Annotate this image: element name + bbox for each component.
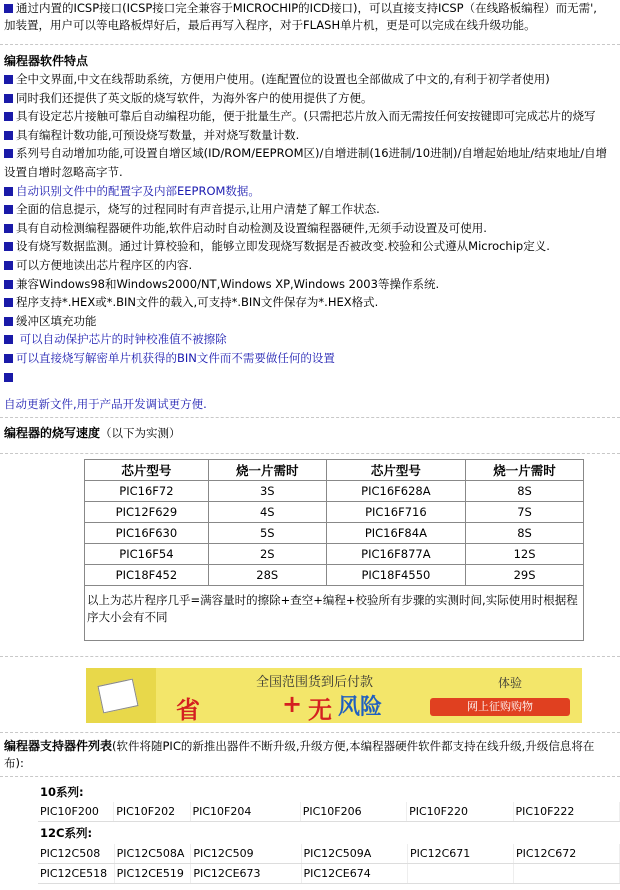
device-cell: PIC12CE519 — [114, 864, 191, 884]
device-cell: PIC12C508A — [114, 844, 191, 864]
time-cell: 5S — [208, 523, 326, 544]
table-row — [85, 523, 584, 544]
ad-banner[interactable] — [86, 668, 582, 723]
device-table-12c — [38, 844, 620, 884]
speed-note: 以上为芯片程序几乎=满容量时的擦除+查空+编程+校验所有步骤的实测时间,实际使用时根据程序大小会有不同 — [85, 586, 584, 641]
chip-model-cell: PIC16F877A — [326, 544, 465, 565]
intro-line-1: 通过内置的ICSP接口(ICSP接口完全兼容于MICROCHIP的ICD接口)，可以直接支持ICSP（在线路板编程）而无需', — [4, 0, 597, 16]
feature-item: 具有设定芯片接触可靠后自动编程功能，便于批量生产。(只需把芯片放入而无需按任何安按键即可完成芯片的烧写 — [4, 108, 595, 124]
chip-model-cell: PIC18F4550 — [326, 565, 465, 586]
table-row — [85, 502, 584, 523]
time-cell: 8S — [466, 523, 584, 544]
feature-item: 全中文界面,中文在线帮助系统，方便用户使用。(连配置位的设置也全部做成了中文的,有利于初学者使用) — [4, 71, 550, 87]
banner-brand: 体验 — [498, 676, 523, 690]
device-cell: PIC12C509 — [191, 844, 301, 864]
device-table-10 — [38, 802, 620, 822]
time-cell: 4S — [208, 502, 326, 523]
table-row — [85, 544, 584, 565]
header-chip-model: 芯片型号 — [326, 460, 465, 481]
devices-heading-cont: 布): — [4, 756, 24, 770]
bullet-icon — [4, 335, 13, 344]
chip-model-cell: PIC16F72 — [85, 481, 209, 502]
table-row — [85, 481, 584, 502]
bullet-icon — [4, 317, 13, 326]
box-icon — [97, 679, 138, 714]
divider — [0, 776, 620, 777]
feature-item: 设有烧写数据监测。通过计算校验和，能够立即发现烧写数据是否被改变.校验和公式遵从Microchip定义. — [4, 238, 550, 254]
feature-item: 可以方便地读出芯片程序区的内容. — [4, 257, 192, 273]
series-12c-label: 12C系列: — [40, 826, 93, 840]
table-header-row — [85, 460, 584, 481]
chip-model-cell: PIC16F630 — [85, 523, 209, 544]
time-cell: 29S — [466, 565, 584, 586]
device-cell: PIC10F202 — [114, 802, 190, 822]
bullet-icon — [4, 242, 13, 251]
bullet-icon — [4, 131, 13, 140]
banner-fengxian: 风险 — [338, 695, 383, 720]
banner-sheng: 省 — [176, 696, 200, 723]
chip-model-cell: PIC16F716 — [326, 502, 465, 523]
chip-model-cell: PIC18F452 — [85, 565, 209, 586]
bullet-icon — [4, 224, 13, 233]
header-chip-model: 芯片型号 — [85, 460, 209, 481]
time-cell: 3S — [208, 481, 326, 502]
feature-item: 设置自增时忽略高字节. — [4, 165, 123, 179]
device-cell: PIC10F200 — [38, 802, 114, 822]
device-cell: PIC12C508 — [38, 844, 114, 864]
divider — [0, 732, 620, 733]
speed-table — [84, 459, 584, 641]
device-cell: PIC10F204 — [190, 802, 300, 822]
device-cell: PIC12C509A — [301, 844, 407, 864]
time-cell: 8S — [466, 481, 584, 502]
package-graphic — [86, 668, 156, 723]
time-cell: 7S — [466, 502, 584, 523]
feature-item: 全面的信息提示，烧写的过程同时有声音提示,让用户清楚了解工作状态. — [4, 201, 380, 217]
chip-model-cell: PIC16F84A — [326, 523, 465, 544]
feature-item: 具有编程计数功能,可预设烧写数量，并对烧写数量计数. — [4, 127, 299, 143]
table-row — [85, 565, 584, 586]
banner-plus: + — [282, 690, 303, 718]
device-cell: PIC12CE673 — [191, 864, 301, 884]
intro-line-2: 加装置，用户可以等电路板焊好后，最后再写入程序，对于FLASH单片机，更是可以完成在线升级功能。 — [4, 18, 536, 32]
time-cell: 28S — [208, 565, 326, 586]
banner-button[interactable]: 网上征购购物 — [430, 698, 570, 716]
feature-item: 同时我们还提供了英文版的烧写软件，为海外客户的使用提供了方便。 — [4, 90, 373, 106]
device-cell: PIC10F220 — [407, 802, 513, 822]
speed-heading: 编程器的烧写速度（以下为实测） — [4, 426, 181, 440]
device-cell — [513, 864, 619, 884]
divider — [0, 417, 620, 418]
bullet-icon — [4, 205, 13, 214]
banner-wu: 无 — [308, 696, 332, 723]
feature-item: 自动识别文件中的配置字及内部EEPROM数据。 — [4, 183, 260, 199]
chip-model-cell: PIC16F628A — [326, 481, 465, 502]
feature-item: 程序支持*.HEX或*.BIN文件的载入,可支持*.BIN文件保存为*.HEX格式. — [4, 294, 378, 310]
device-cell: PIC12C672 — [513, 844, 619, 864]
feature-item: 可以直接烧写解密单片机获得的BIN文件而不需要做任何的设置 — [4, 350, 335, 366]
bullet-icon — [4, 112, 13, 121]
bullet-icon — [4, 373, 13, 382]
feature-item: 可以自动保护芯片的时钟校准值不被擦除 — [4, 331, 227, 347]
feature-item — [4, 369, 16, 385]
divider — [0, 453, 620, 454]
device-cell: PIC12C671 — [408, 844, 514, 864]
device-cell: PIC12CE674 — [301, 864, 407, 884]
devices-heading: 编程器支持器件列表(软件将随PIC的新推出器件不断升级,升级方便,本编程器硬件软件都支持在线升级,升级信息将在 — [4, 739, 595, 753]
feature-item: 具有自动检测编程器硬件功能,软件启动时自动检测及设置编程器硬件,无须手动设置及可使用. — [4, 220, 487, 236]
divider — [0, 656, 620, 657]
features-heading: 编程器软件特点 — [4, 54, 89, 68]
bullet-icon — [4, 280, 13, 289]
feature-item: 缓冲区填充功能 — [4, 313, 97, 329]
feature-item: 兼容Windows98和Windows2000/NT,Windows XP,Windows 2003等操作系统. — [4, 276, 439, 292]
feature-item: 系列号自动增加功能,可设置自增区域(ID/ROM/EEPROM区)/自增进制(16进制/10进制)/自增起始地址/结束地址/自增 — [4, 145, 607, 161]
banner-top-text: 全国范围货到后付款 — [256, 675, 374, 690]
device-cell — [408, 864, 514, 884]
bullet-icon — [4, 75, 13, 84]
header-time: 烧一片需时 — [466, 460, 584, 481]
divider — [0, 44, 620, 45]
chip-model-cell: PIC16F54 — [85, 544, 209, 565]
time-cell: 12S — [466, 544, 584, 565]
bullet-icon — [4, 187, 13, 196]
bullet-icon — [4, 354, 13, 363]
bullet-icon — [4, 298, 13, 307]
feature-item: 自动更新文件,用于产品开发调试更方便. — [4, 396, 207, 411]
bullet-icon — [4, 261, 13, 270]
series-10-label: 10系列: — [40, 785, 84, 799]
device-cell: PIC12CE518 — [38, 864, 114, 884]
device-cell: PIC10F206 — [300, 802, 406, 822]
bullet-icon — [4, 4, 13, 13]
bullet-icon — [4, 149, 13, 158]
device-cell: PIC10F222 — [513, 802, 619, 822]
header-time: 烧一片需时 — [208, 460, 326, 481]
time-cell: 2S — [208, 544, 326, 565]
bullet-icon — [4, 94, 13, 103]
chip-model-cell: PIC12F629 — [85, 502, 209, 523]
